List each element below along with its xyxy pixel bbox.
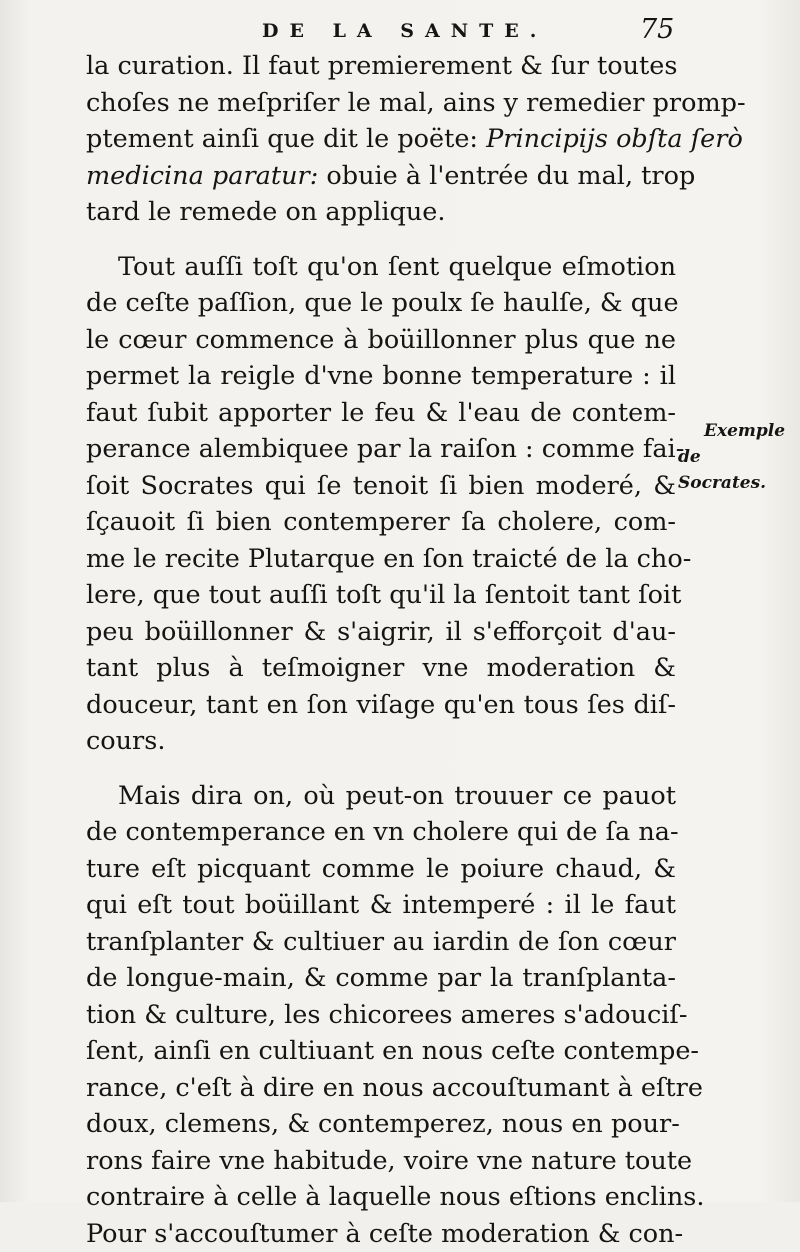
text-line: lere, que tout auſſi toſt qu'il la ſentoit tant ſoit — [86, 577, 676, 614]
text-line: Pour s'accouſtumer à ceſte moderation & con- — [86, 1216, 676, 1252]
text-segment: ptement ainſi que dit le poëte: — [86, 124, 486, 154]
paragraph-gap — [86, 760, 676, 778]
text-line: tard le remede on applique. — [86, 194, 676, 231]
text-line: tant plus à teſmoigner vne moderation & — [86, 650, 676, 687]
text-line: Mais dira on, où peut-on trouuer ce pauot — [86, 778, 676, 815]
text-line: rons faire vne habitude, voire vne nature toute — [86, 1143, 676, 1180]
margin-note-line: de Socrates. — [676, 444, 794, 496]
text-line: de contemperance en vn cholere qui de ſa na- — [86, 814, 676, 851]
text-line: la curation. Il faut premierement & ſur toutes — [86, 48, 676, 85]
text-line: perance alembiquee par la raiſon : comme fai- — [86, 431, 676, 468]
text-line: de ceſte paſſion, que le poulx ſe haulſe, & que — [86, 285, 676, 322]
running-title: DE LA SANTE. — [262, 20, 547, 42]
text-line: ture eſt picquant comme le poiure chaud, & — [86, 851, 676, 888]
text-line: douceur, tant en ſon viſage qu'en tous ſes diſ- — [86, 687, 676, 724]
text-line: permet la reigle d'vne bonne temperature : il — [86, 358, 676, 395]
text-line: qui eſt tout boüillant & intemperé : il le faut — [86, 887, 676, 924]
text-line: doux, clemens, & contemperez, nous en pour- — [86, 1106, 676, 1143]
latin-quotation: medicina paratur: — [86, 161, 318, 191]
text-line: le cœur commence à boüillonner plus que ne — [86, 322, 676, 359]
text-line: tion & culture, les chicorees ameres s'adouciſ- — [86, 997, 676, 1034]
body-text — [86, 48, 676, 1252]
text-line: ſoit Socrates qui ſe tenoit ſi bien moderé, & — [86, 468, 676, 505]
text-line: cours. — [86, 723, 676, 760]
margin-note-line: Exemple — [676, 418, 794, 444]
margin-note — [676, 418, 794, 496]
text-line — [86, 121, 676, 158]
text-line: choſes ne meſpriſer le mal, ains y remedier promp- — [86, 85, 676, 122]
paragraph-gap — [86, 231, 676, 249]
running-head — [0, 14, 800, 50]
text-segment: obuie à l'entrée du mal, trop — [318, 161, 695, 191]
text-line: de longue-main, & comme par la tranſplanta- — [86, 960, 676, 997]
latin-quotation: Principijs obſta ſerò — [486, 124, 743, 154]
text-line: Tout auſſi toſt qu'on ſent quelque eſmotion — [86, 249, 676, 286]
page-number: 75 — [640, 14, 674, 45]
text-line: ſçauoit ſi bien contemperer ſa cholere, com- — [86, 504, 676, 541]
text-line: contraire à celle à laquelle nous eſtions enclins. — [86, 1179, 676, 1216]
text-line: tranſplanter & cultiuer au iardin de ſon cœur — [86, 924, 676, 961]
text-line: peu boüillonner & s'aigrir, il s'efforçoit d'au- — [86, 614, 676, 651]
text-line: faut ſubit apporter le feu & l'eau de contem- — [86, 395, 676, 432]
text-line: ſent, ainſi en cultiuant en nous ceſte contempe- — [86, 1033, 676, 1070]
text-line: me le recite Plutarque en ſon traicté de la cho- — [86, 541, 676, 578]
text-line: rance, c'eſt à dire en nous accouſtumant à eſtre — [86, 1070, 676, 1107]
text-line — [86, 158, 676, 195]
